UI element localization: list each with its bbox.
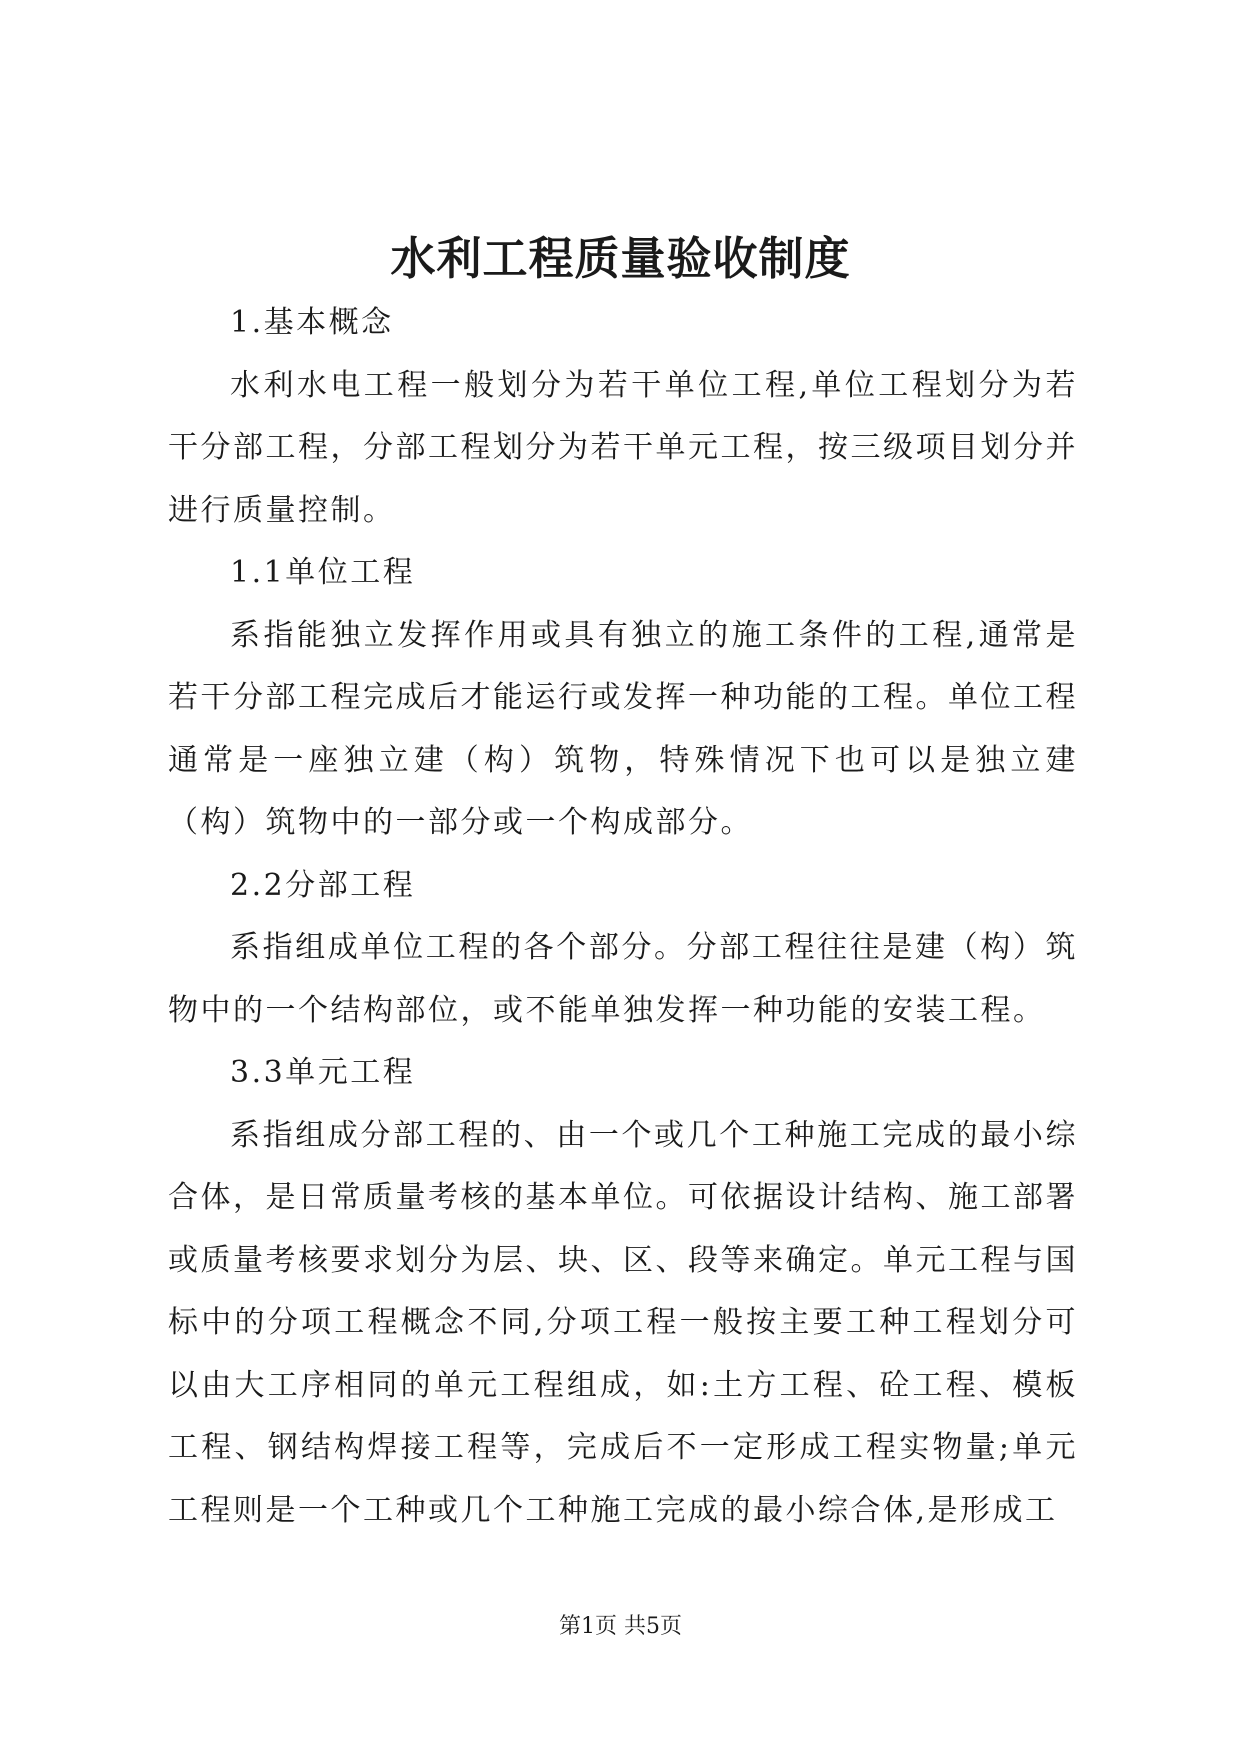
document-title: 水利工程质量验收制度 xyxy=(390,232,851,285)
document-body xyxy=(168,292,1078,1542)
heading-divisional-project: 2.2分部工程 xyxy=(230,867,416,903)
paragraph-divisional-project: 系指组成单位工程的各个部分。分部工程往往是建（构）筑物中的一个结构部位，或不能单独发挥一种功能的安装工程。 xyxy=(168,930,1078,1028)
heading-basic-concepts: 1.基本概念 xyxy=(230,305,394,340)
paragraph-unit-project: 系指能独立发挥作用或具有独立的施工条件的工程,通常是若干分部工程完成后才能运行或发挥一种功能的工程。单位工程通常是一座独立建（构）筑物，特殊情况下也可以是独立建（构）筑物中的一部分或一个构成部分。 xyxy=(168,617,1078,840)
heading-element-project: 3.3单元工程 xyxy=(230,1055,416,1090)
paragraph-project-division: 水利水电工程一般划分为若干单位工程,单位工程划分为若干分部工程，分部工程划分为若干单元工程，按三级项目划分并进行质量控制。 xyxy=(168,367,1078,528)
page-number: 第1页 共5页 xyxy=(559,1614,682,1639)
paragraph-element-project: 系指组成分部工程的、由一个或几个工种施工完成的最小综合体，是日常质量考核的基本单位。可依据设计结构、施工部署或质量考核要求划分为层、块、区、段等来确定。单元工程与国标中的分项工程概念不同,分项工程一般按主要工种工程划分可以由大工序相同的单元工程组成，如:土方工程、砼工程、模板工程、钢结构焊接工程等，完成后不一定形成工程实物量;单元工程则是一个工种或几个工种施工完成的最小综合体,是形成工 xyxy=(168,1117,1078,1528)
heading-unit-project: 1.1单位工程 xyxy=(230,555,416,590)
